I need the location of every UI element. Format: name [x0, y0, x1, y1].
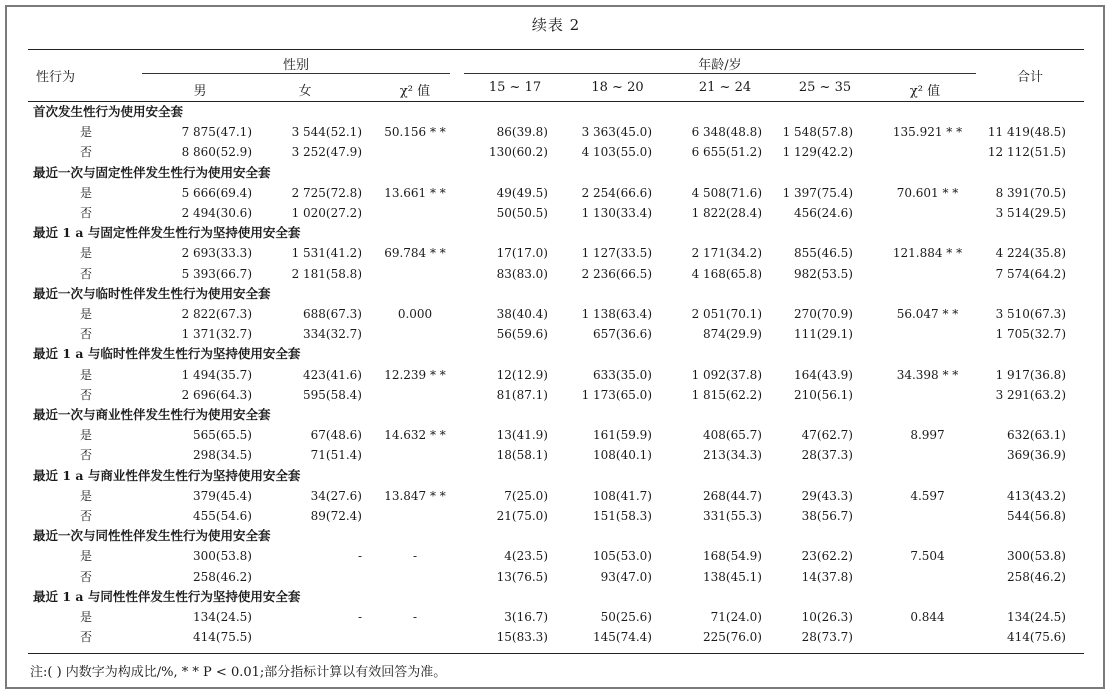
table-cell: 688(67.3) [303, 307, 362, 321]
table-cell: 145(74.4) [593, 630, 652, 645]
table-cell: 379(45.4) [193, 488, 252, 503]
table-cell: - [412, 610, 418, 624]
section-label: 最近 1 a 与商业性伴发生性行为坚持使用安全套 [33, 467, 301, 483]
table-cell: 6 348(48.8) [691, 125, 762, 140]
row-label: 否 [80, 630, 93, 645]
table-title: 续表 2 [531, 16, 581, 34]
table-cell: 270(70.9) [794, 307, 853, 321]
table-cell: 134(24.5) [193, 610, 252, 624]
table-cell: 1 531(41.2) [291, 246, 362, 261]
top-rule [28, 49, 1084, 50]
table-cell: 4 168(65.8) [691, 266, 762, 281]
table-cell: 0.000 [397, 307, 433, 321]
table-cell: 28(73.7) [801, 630, 853, 645]
table-cell: 134(24.5) [1007, 610, 1066, 624]
table-cell: 3 363(45.0) [581, 125, 652, 140]
row-label: 否 [80, 509, 93, 523]
table-cell: 2 236(66.5) [581, 266, 652, 281]
table-cell: 1 917(36.8) [995, 367, 1066, 382]
table-cell: 874(29.9) [703, 327, 762, 342]
table-cell: 50.156 * * [384, 125, 446, 140]
table-cell: 3 544(52.1) [291, 125, 362, 140]
table-cell: 50(50.5) [496, 206, 548, 220]
table-cell: 1 548(57.8) [782, 125, 853, 140]
table-cell: 21(75.0) [496, 509, 548, 523]
table-cell: - [357, 610, 362, 624]
table-cell: 69.784 * * [384, 246, 446, 261]
table-cell: 83(83.0) [496, 266, 548, 281]
table-cell: 3(16.7) [504, 610, 548, 624]
table-cell: 5 393(66.7) [181, 266, 252, 281]
table-cell: 38(40.4) [496, 307, 548, 321]
row-label: 是 [80, 610, 93, 624]
table-cell: 7.504 [910, 549, 945, 564]
table-cell: 258(46.2) [193, 569, 252, 584]
table-cell: 2 254(66.6) [581, 185, 652, 200]
col-chi-sex-header: χ² 值 [399, 84, 431, 99]
table-cell: 300(53.8) [1007, 549, 1066, 564]
table-cell: 3 252(47.9) [291, 145, 362, 160]
table-cell: 14.632 * * [384, 428, 446, 443]
table-cell: 70.601 * * [896, 185, 959, 200]
table-cell: 7 574(64.2) [995, 266, 1066, 281]
table-cell: 13.847 * * [384, 488, 446, 503]
row-label: 否 [80, 266, 93, 281]
row-label: 否 [80, 569, 93, 584]
table-cell: - [412, 549, 418, 564]
table-cell: 49(49.5) [496, 185, 548, 200]
table-cell: 6 655(51.2) [691, 145, 762, 160]
sex-group-rule [142, 73, 450, 74]
sex-group-header: 性别 [282, 58, 309, 73]
row-label: 否 [80, 387, 93, 402]
table-cell: 56(59.6) [496, 327, 548, 342]
table-cell: 8 860(52.9) [181, 145, 252, 160]
row-label: 否 [80, 448, 93, 463]
section-label: 首次发生性行为使用安全套 [33, 104, 184, 119]
table-cell: 1 138(63.4) [581, 307, 652, 321]
table-cell: 13.661 * * [384, 185, 446, 200]
table-cell: 4 508(71.6) [691, 185, 762, 200]
table-cell: 298(34.5) [193, 448, 252, 463]
table-cell: 3 510(67.3) [995, 307, 1066, 321]
table-cell: 2 693(33.3) [181, 246, 252, 261]
table-cell: 225(76.0) [703, 630, 762, 645]
table-cell: 111(29.1) [794, 327, 853, 342]
col-age1-header: 15 ~ 17 [488, 80, 542, 95]
table-cell: 632(63.1) [1007, 428, 1066, 443]
table-cell: 0.844 [910, 610, 945, 624]
table-cell: 1 397(75.4) [782, 185, 853, 200]
table-cell: 12 112(51.5) [987, 145, 1066, 160]
table-cell: 138(45.1) [703, 569, 762, 584]
table-cell: 10(26.3) [801, 610, 853, 624]
table-cell: 408(65.7) [703, 428, 762, 443]
table-cell: 168(54.9) [703, 549, 762, 564]
table-cell: 11 419(48.5) [987, 125, 1066, 140]
table-cell: 565(65.5) [193, 428, 252, 443]
section-label: 最近 1 a 与临时性伴发生性行为坚持使用安全套 [33, 346, 301, 362]
table-cell: 8.997 [910, 428, 945, 443]
table-cell: 413(43.2) [1007, 488, 1066, 503]
row-label: 是 [80, 549, 93, 564]
table-cell: 34(27.6) [310, 488, 362, 503]
bottom-rule [28, 653, 1084, 654]
table-cell: 71(24.0) [710, 610, 762, 624]
row-label: 否 [80, 206, 93, 220]
table-cell: 13(76.5) [496, 569, 548, 584]
table-cell: 258(46.2) [1007, 569, 1066, 584]
table-cell: 369(36.9) [1007, 448, 1066, 463]
row-label: 是 [80, 246, 93, 261]
table-cell: 71(51.4) [310, 448, 362, 463]
table-cell: 4.597 [910, 488, 945, 503]
table-cell: 1 494(35.7) [181, 367, 252, 382]
table-cell: 7 875(47.1) [181, 125, 252, 140]
table-cell: 4(23.5) [504, 549, 548, 564]
table-cell: 2 181(58.8) [291, 266, 362, 281]
row-label: 是 [80, 307, 93, 321]
table-cell: 331(55.3) [703, 509, 762, 523]
section-label: 最近 1 a 与固定性伴发生性行为坚持使用安全套 [33, 225, 301, 241]
table-cell: 23(62.2) [801, 549, 853, 564]
table-cell: 47(62.7) [801, 428, 853, 443]
table-cell: 14(37.8) [801, 569, 853, 584]
table-cell: 334(32.7) [303, 327, 362, 342]
total-header: 合计 [1016, 70, 1043, 85]
table-cell: 5 666(69.4) [181, 185, 252, 200]
table-cell: 12.239 * * [384, 367, 446, 382]
table-cell: 28(37.3) [801, 448, 853, 463]
age-group-rule [464, 73, 976, 74]
table-cell: 2 725(72.8) [291, 185, 362, 200]
table-cell: 456(24.6) [794, 206, 853, 220]
table-cell: 1 092(37.8) [691, 367, 762, 382]
table-cell: 18(58.1) [496, 448, 548, 463]
table-cell: 7(25.0) [504, 488, 548, 503]
table-cell: 2 696(64.3) [181, 387, 252, 402]
table-cell: 13(41.9) [496, 428, 548, 443]
col-female-header: 女 [298, 84, 312, 99]
section-label: 最近 1 a 与同性性伴发生性行为坚持使用安全套 [33, 588, 301, 604]
table-cell: 15(83.3) [496, 630, 548, 645]
table-cell: 1 127(33.5) [581, 246, 652, 261]
table-cell: 1 705(32.7) [995, 327, 1066, 342]
col-chi-age-header: χ² 值 [909, 84, 941, 99]
row-label-header: 性行为 [36, 70, 76, 85]
table-cell: 4 103(55.0) [581, 145, 652, 160]
table-cell: 982(53.5) [794, 266, 853, 281]
table-cell: 17(17.0) [496, 246, 548, 261]
table-cell: 38(56.7) [801, 509, 853, 523]
table-cell: 135.921 * * [892, 125, 963, 140]
table-cell: 595(58.4) [303, 387, 362, 402]
table-cell: 633(35.0) [593, 367, 652, 382]
table-cell: 1 173(65.0) [581, 387, 652, 402]
table-cell: 1 130(33.4) [581, 206, 652, 220]
table-cell: 300(53.8) [193, 549, 252, 564]
table-cell: 130(60.2) [489, 145, 548, 160]
table-cell: 34.398 * * [896, 367, 959, 382]
table-cell: 213(34.3) [703, 448, 762, 463]
table-cell: 1 020(27.2) [291, 206, 362, 220]
table-cell: 2 171(34.2) [691, 246, 762, 261]
table-cell: 8 391(70.5) [995, 185, 1066, 200]
col-age2-header: 18 ~ 20 [591, 80, 644, 95]
row-label: 否 [80, 145, 93, 160]
table-cell: 151(58.3) [593, 509, 652, 523]
table-cell: - [357, 549, 362, 564]
table-cell: 121.884 * * [892, 246, 963, 261]
table-cell: 855(46.5) [794, 246, 853, 261]
section-label: 最近一次与同性性伴发生性行为使用安全套 [33, 528, 271, 544]
table-footnote: 注:( ) 内数字为构成比/%, * * P < 0.01;部分指标计算以有效回答为准。 [30, 665, 447, 680]
table-cell: 423(41.6) [303, 367, 362, 382]
table-cell: 164(43.9) [794, 367, 853, 382]
table-cell: 1 371(32.7) [181, 327, 252, 342]
table-cell: 414(75.6) [1007, 630, 1066, 645]
table-cell: 2 494(30.6) [181, 206, 252, 220]
row-label: 否 [80, 327, 93, 342]
table-cell: 455(54.6) [193, 509, 252, 523]
table-cell: 1 815(62.2) [691, 387, 762, 402]
col-age4-header: 25 ~ 35 [798, 80, 852, 95]
table-cell: 161(59.9) [593, 428, 652, 443]
table-cell: 89(72.4) [310, 509, 362, 523]
section-label: 最近一次与固定性伴发生性行为使用安全套 [33, 164, 271, 180]
table-cell: 3 514(29.5) [995, 206, 1066, 220]
section-label: 最近一次与商业性伴发生性行为使用安全套 [33, 407, 271, 422]
table-cell: 2 051(70.1) [691, 307, 762, 321]
table-cell: 414(75.5) [193, 630, 252, 645]
table-cell: 12(12.9) [496, 367, 548, 382]
table-cell: 1 129(42.2) [782, 145, 853, 160]
table-cell: 210(56.1) [794, 387, 853, 402]
table-cell: 29(43.3) [801, 488, 853, 503]
age-group-header: 年龄/岁 [698, 58, 742, 73]
table-cell: 86(39.8) [496, 125, 548, 140]
row-label: 是 [80, 185, 93, 200]
table-cell: 657(36.6) [593, 327, 652, 342]
row-label: 是 [80, 488, 93, 503]
row-label: 是 [80, 367, 93, 382]
table-cell: 268(44.7) [703, 488, 762, 503]
table-cell: 4 224(35.8) [995, 246, 1066, 261]
table-cell: 3 291(63.2) [995, 387, 1066, 402]
table-cell: 108(40.1) [593, 448, 652, 463]
row-label: 是 [80, 125, 93, 140]
header-rule [28, 101, 1084, 102]
table-cell: 105(53.0) [593, 549, 652, 564]
table-cell: 81(87.1) [496, 387, 548, 402]
table-cell: 2 822(67.3) [181, 307, 252, 321]
table-cell: 1 822(28.4) [691, 206, 762, 220]
table-cell: 93(47.0) [600, 569, 652, 584]
col-age3-header: 21 ~ 24 [698, 80, 752, 95]
table-cell: 56.047 * * [896, 307, 959, 321]
table-cell: 67(48.6) [310, 428, 362, 443]
section-label: 最近一次与临时性伴发生性行为使用安全套 [33, 285, 271, 301]
table-cell: 108(41.7) [593, 488, 652, 503]
table-cell: 544(56.8) [1007, 509, 1066, 523]
col-male-header: 男 [193, 84, 207, 99]
row-label: 是 [80, 428, 93, 443]
table-cell: 50(25.6) [600, 610, 652, 624]
